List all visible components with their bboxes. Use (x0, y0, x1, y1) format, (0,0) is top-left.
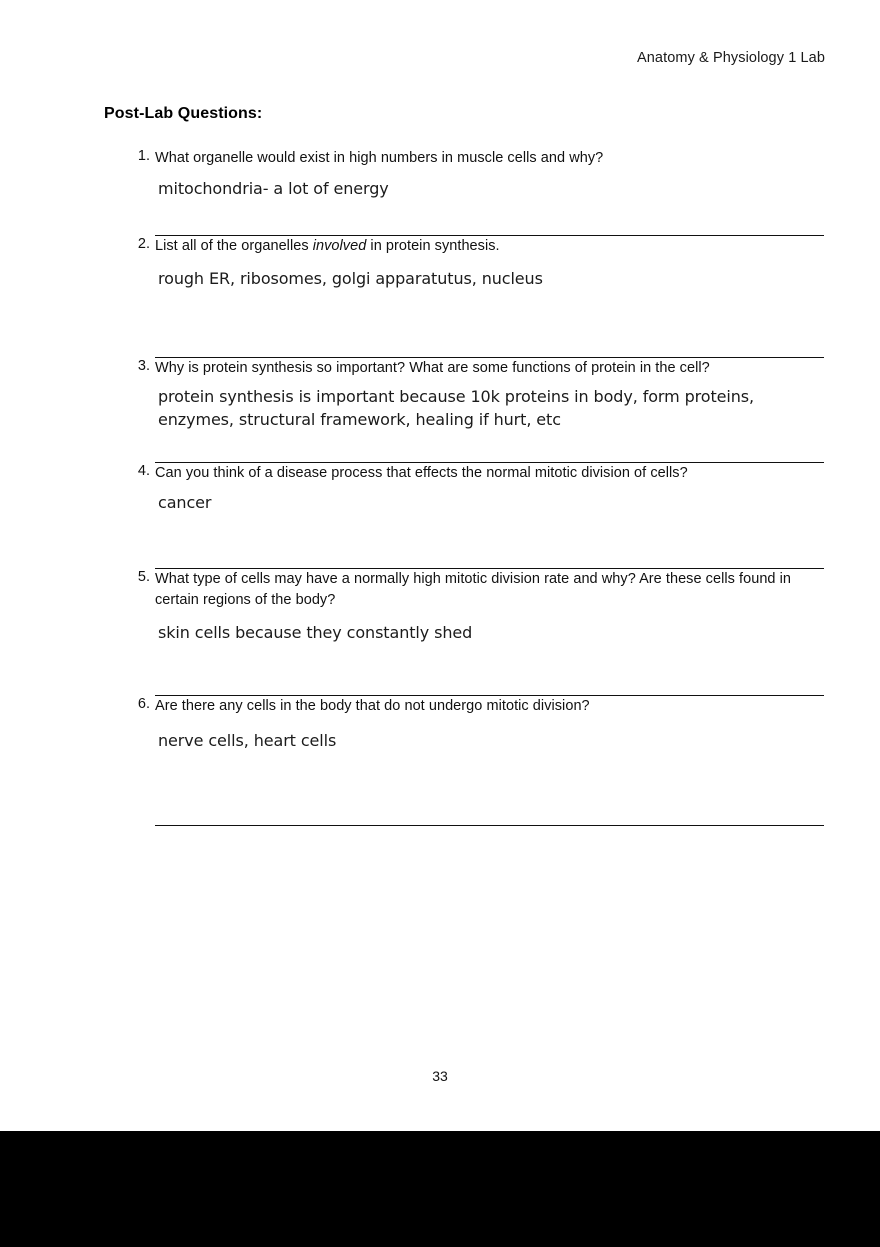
question-text-part: What type of cells may have a normally high mitotic division rate and why? Are these cells found in certain regions of the body? (155, 571, 792, 609)
question-text (155, 358, 834, 379)
question-text-part: What organelle would exist in high numbers in muscle cells and why? (155, 150, 604, 166)
question-number: 3. (137, 358, 150, 374)
question-item (104, 463, 834, 569)
question-text (155, 463, 834, 484)
question-text (155, 236, 834, 257)
question-text-emphasis: involved (312, 238, 367, 254)
question-text-part: Are there any cells in the body that do not undergo mitotic division? (155, 698, 590, 714)
question-text-part: Can you think of a disease process that effects the normal mitotic division of cells? (155, 465, 688, 481)
footer-black-bar (0, 1131, 880, 1247)
page-title: Post-Lab Questions: (104, 105, 263, 122)
questions-list (104, 148, 834, 826)
question-text (155, 569, 834, 611)
answer-rule-line (155, 825, 824, 826)
page-header: Anatomy & Physiology 1 Lab (637, 50, 825, 66)
question-number: 6. (137, 696, 150, 712)
answer-text[interactable]: rough ER, ribosomes, golgi apparatutus, nucleus (158, 269, 543, 289)
question-item (104, 148, 834, 236)
question-text (155, 148, 834, 169)
question-text (155, 696, 834, 717)
question-number: 1. (137, 148, 150, 164)
question-text-part: in protein synthesis. (366, 238, 500, 254)
question-item (104, 358, 834, 463)
question-number: 4. (137, 463, 150, 479)
question-text-part: Why is protein synthesis so important? What are some functions of protein in the cell? (155, 360, 710, 376)
question-number: 2. (137, 236, 150, 252)
answer-text[interactable]: nerve cells, heart cells (158, 731, 337, 751)
answer-text[interactable]: mitochondria- a lot of energy (158, 179, 389, 199)
question-item (104, 569, 834, 696)
answer-text[interactable]: protein synthesis is important because 10k proteins in body, form proteins, enzymes, structural framework, healing if hurt, etc (158, 387, 754, 430)
question-item (104, 696, 834, 826)
page-number: 33 (432, 1068, 448, 1084)
question-item (104, 236, 834, 358)
question-number: 5. (137, 569, 150, 585)
answer-text[interactable]: skin cells because they constantly shed (158, 623, 473, 643)
question-text-part: List all of the organelles (155, 238, 313, 254)
answer-text[interactable]: cancer (158, 493, 212, 513)
